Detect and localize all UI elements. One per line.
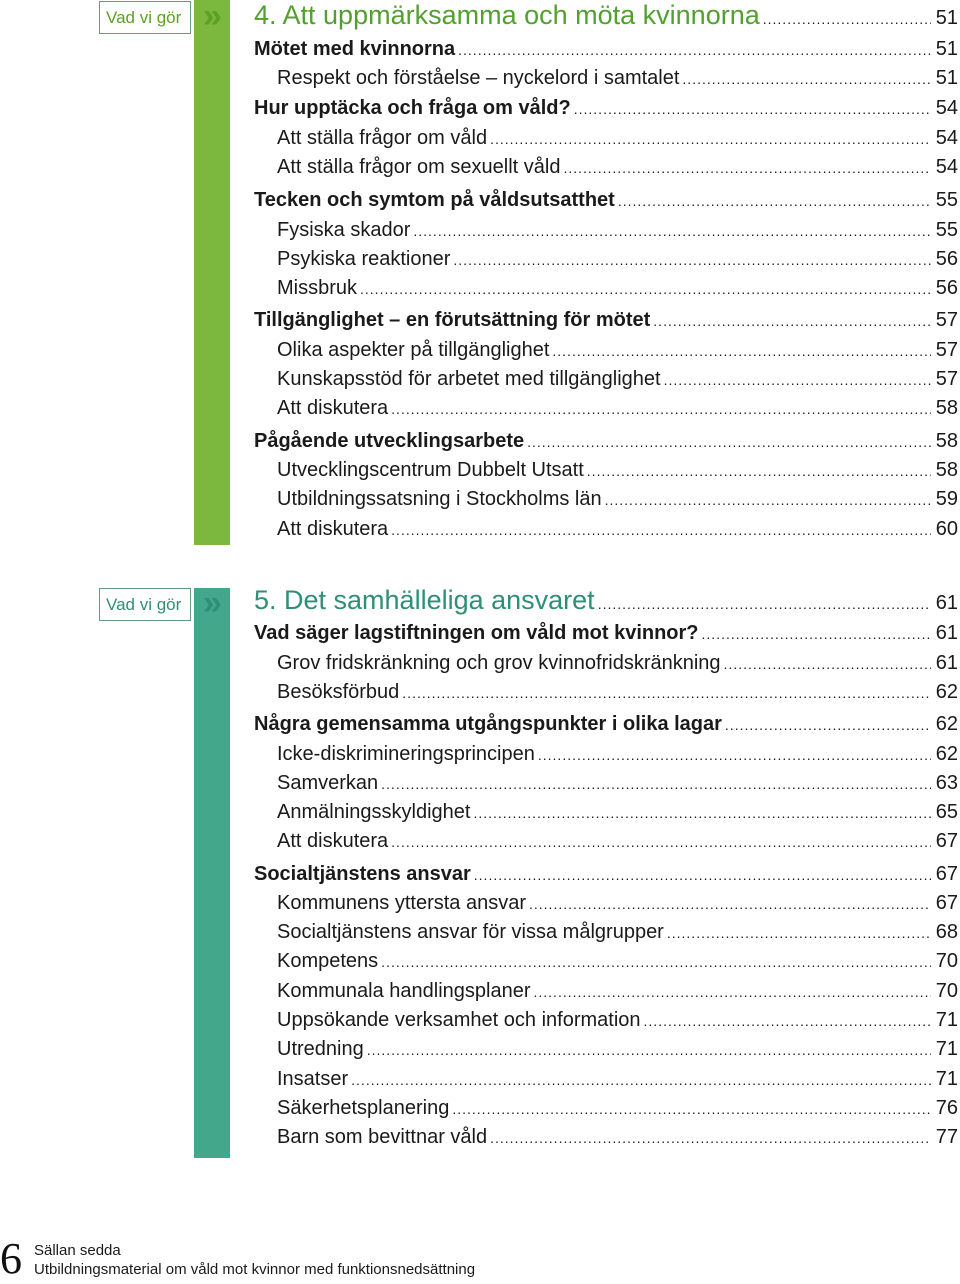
dot-leader xyxy=(529,896,931,912)
footer-title: Sällan sedda xyxy=(34,1242,121,1259)
toc-subsection-entry[interactable] xyxy=(254,277,958,307)
toc-entry-label: Några gemensamma utgångspunkter i olika lagar xyxy=(254,713,722,735)
toc-subsection-entry[interactable] xyxy=(254,801,958,831)
dot-leader xyxy=(458,42,931,58)
toc-page-number: 67 xyxy=(935,892,958,914)
toc-subsection-entry[interactable] xyxy=(254,892,958,922)
dot-leader xyxy=(391,401,931,417)
toc-page-number: 65 xyxy=(935,801,958,823)
dot-leader xyxy=(618,193,931,209)
vad-vi-gor-tab-chapter-4[interactable]: Vad vi gör xyxy=(99,1,191,34)
dot-leader xyxy=(724,656,931,672)
page-number: 6 xyxy=(0,1234,22,1283)
toc-subsection-entry[interactable] xyxy=(254,518,958,548)
toc-subsection-entry[interactable] xyxy=(254,488,958,518)
dot-leader xyxy=(453,252,931,268)
toc-subsection-entry[interactable] xyxy=(254,459,958,489)
toc-entry-label: Psykiska reaktioner xyxy=(277,248,451,270)
toc-entry-label: Missbruk xyxy=(277,277,358,299)
dot-leader xyxy=(367,1042,931,1058)
toc-entry-label: Kommunala handlingsplaner xyxy=(277,980,531,1002)
toc-chapter-heading[interactable] xyxy=(254,585,958,615)
toc-page-number: 51 xyxy=(935,7,958,29)
toc-subsection-entry[interactable] xyxy=(254,772,958,802)
toc-page-number: 70 xyxy=(935,950,958,972)
toc-page-number: 54 xyxy=(935,156,958,178)
toc-page-number: 58 xyxy=(935,459,958,481)
toc-subsection-entry[interactable] xyxy=(254,127,958,157)
toc-subsection-entry[interactable] xyxy=(254,921,958,951)
toc-entry-label: Att diskutera xyxy=(277,830,389,852)
toc-entry-label: Samverkan xyxy=(277,772,379,794)
toc-entry-label: Kommunens yttersta ansvar xyxy=(277,892,526,914)
toc-section-entry[interactable] xyxy=(254,713,958,743)
dot-leader xyxy=(391,522,931,538)
dot-leader xyxy=(351,1072,931,1088)
dot-leader xyxy=(644,1013,931,1029)
toc-page-number: 56 xyxy=(935,277,958,299)
dot-leader xyxy=(667,925,931,941)
toc-page-number: 63 xyxy=(935,772,958,794)
dot-leader xyxy=(527,434,931,450)
dot-leader xyxy=(490,1130,931,1146)
toc-entry-label: Grov fridskränkning och grov kvinnofridskränkning xyxy=(277,652,721,674)
toc-section-entry[interactable] xyxy=(254,97,958,127)
toc-page-number: 57 xyxy=(935,309,958,331)
dot-leader xyxy=(402,685,931,701)
dot-leader xyxy=(587,463,931,479)
toc-page-number: 62 xyxy=(935,743,958,765)
toc-page-number: 67 xyxy=(935,863,958,885)
dot-leader xyxy=(598,596,931,612)
toc-page-number: 56 xyxy=(935,248,958,270)
dot-leader xyxy=(391,834,931,850)
toc-section-entry[interactable] xyxy=(254,189,958,219)
toc-page-number: 61 xyxy=(935,622,958,644)
toc-page-number: 76 xyxy=(935,1097,958,1119)
toc-subsection-entry[interactable] xyxy=(254,1126,958,1156)
toc-entry-label: Icke-diskrimineringsprincipen xyxy=(277,743,535,765)
toc-entry-label: Utvecklingscentrum Dubbelt Utsatt xyxy=(277,459,584,481)
dot-leader xyxy=(413,223,931,239)
toc-subsection-entry[interactable] xyxy=(254,248,958,278)
toc-entry-label: Pågående utvecklingsarbete xyxy=(254,430,525,452)
toc-entry-label: Att diskutera xyxy=(277,397,389,419)
toc-subsection-entry[interactable] xyxy=(254,830,958,860)
dot-leader xyxy=(538,747,931,763)
toc-page-number: 62 xyxy=(935,713,958,735)
dot-leader xyxy=(474,867,931,883)
toc-page-number: 61 xyxy=(935,592,958,614)
dot-leader xyxy=(360,281,931,297)
toc-section-entry[interactable] xyxy=(254,430,958,460)
toc-section-entry[interactable] xyxy=(254,309,958,339)
dot-leader xyxy=(490,131,931,147)
toc-entry-label: Uppsökande verksamhet och information xyxy=(277,1009,641,1031)
toc-entry-label: Respekt och förståelse – nyckelord i samtalet xyxy=(277,67,680,89)
dot-leader xyxy=(653,313,931,329)
toc-subsection-entry[interactable] xyxy=(254,1009,958,1039)
toc-page-number: 57 xyxy=(935,339,958,361)
toc-entry-label: Att ställa frågor om sexuellt våld xyxy=(277,156,561,178)
toc-entry-label: Vad säger lagstiftningen om våld mot kvinnor? xyxy=(254,622,699,644)
toc-section-entry[interactable] xyxy=(254,38,958,68)
toc-subsection-entry[interactable] xyxy=(254,743,958,773)
toc-section-entry[interactable] xyxy=(254,622,958,652)
toc-subsection-entry[interactable] xyxy=(254,397,958,427)
toc-page-number: 58 xyxy=(935,397,958,419)
toc-subsection-entry[interactable] xyxy=(254,652,958,682)
toc-entry-label: Tecken och symtom på våldsutsatthet xyxy=(254,189,615,211)
toc-page-number: 71 xyxy=(935,1068,958,1090)
toc-chapter-heading[interactable] xyxy=(254,0,958,30)
toc-page-number: 67 xyxy=(935,830,958,852)
dot-leader xyxy=(473,805,931,821)
toc-entry-label: 5. Det samhälleliga ansvaret xyxy=(254,585,595,615)
toc-entry-label: Barn som bevittnar våld xyxy=(277,1126,488,1148)
vad-vi-gor-tab-chapter-5[interactable]: Vad vi gör xyxy=(99,588,191,621)
toc-page-number: 54 xyxy=(935,97,958,119)
dot-leader xyxy=(574,101,931,117)
toc-entry-label: Besöksförbud xyxy=(277,681,400,703)
toc-entry-label: 4. Att uppmärksamma och möta kvinnorna xyxy=(254,0,760,30)
toc-entry-label: Olika aspekter på tillgänglighet xyxy=(277,339,550,361)
toc-entry-label: Utredning xyxy=(277,1038,364,1060)
dot-leader xyxy=(605,492,931,508)
toc-page-number: 54 xyxy=(935,127,958,149)
dot-leader xyxy=(682,71,931,87)
toc-entry-label: Anmälningsskyldighet xyxy=(277,801,471,823)
toc-entry-label: Kompetens xyxy=(277,950,379,972)
toc-entry-label: Tillgänglighet – en förutsättning för mötet xyxy=(254,309,651,331)
dot-leader xyxy=(702,626,931,642)
toc-subsection-entry[interactable] xyxy=(254,339,958,369)
toc-subsection-entry[interactable] xyxy=(254,368,958,398)
toc-subsection-entry[interactable] xyxy=(254,1038,958,1068)
toc-subsection-entry[interactable] xyxy=(254,156,958,186)
dot-leader xyxy=(381,954,931,970)
dot-leader xyxy=(552,343,931,359)
toc-page-number: 71 xyxy=(935,1009,958,1031)
toc-page-number: 51 xyxy=(935,38,958,60)
toc-page-number: 68 xyxy=(935,921,958,943)
toc-entry-label: Hur upptäcka och fråga om våld? xyxy=(254,97,571,119)
toc-page-number: 62 xyxy=(935,681,958,703)
toc-entry-label: Säkerhetsplanering xyxy=(277,1097,450,1119)
toc-entry-label: Kunskapsstöd för arbetet med tillgänglighet xyxy=(277,368,661,390)
toc-page-number: 58 xyxy=(935,430,958,452)
toc-page-number: 59 xyxy=(935,488,958,510)
toc-subsection-entry[interactable] xyxy=(254,1097,958,1127)
dot-leader xyxy=(664,372,931,388)
toc-page-number: 55 xyxy=(935,189,958,211)
dot-leader xyxy=(563,160,931,176)
toc-entry-label: Insatser xyxy=(277,1068,349,1090)
toc-entry-label: Socialtjänstens ansvar för vissa målgrupper xyxy=(277,921,664,943)
dot-leader xyxy=(534,984,932,1000)
dot-leader xyxy=(763,11,931,27)
toc-entry-label: Mötet med kvinnorna xyxy=(254,38,456,60)
toc-subsection-entry[interactable] xyxy=(254,219,958,249)
toc-subsection-entry[interactable] xyxy=(254,950,958,980)
toc-page-number: 57 xyxy=(935,368,958,390)
chapter-5-color-bar xyxy=(194,584,230,1158)
toc-page-number: 70 xyxy=(935,980,958,1002)
double-chevron-right-icon: » xyxy=(203,0,222,35)
toc-entry-label: Socialtjänstens ansvar xyxy=(254,863,471,885)
dot-leader xyxy=(381,776,931,792)
toc-entry-label: Att ställa frågor om våld xyxy=(277,127,488,149)
toc-page-number: 51 xyxy=(935,67,958,89)
toc-subsection-entry[interactable] xyxy=(254,681,958,711)
toc-subsection-entry[interactable] xyxy=(254,67,958,97)
toc-page-number: 61 xyxy=(935,652,958,674)
toc-page-number: 55 xyxy=(935,219,958,241)
toc-section-entry[interactable] xyxy=(254,863,958,893)
toc-subsection-entry[interactable] xyxy=(254,980,958,1010)
dot-leader xyxy=(452,1101,931,1117)
toc-page-number: 71 xyxy=(935,1038,958,1060)
toc-entry-label: Utbildningssatsning i Stockholms län xyxy=(277,488,602,510)
footer-subtitle: Utbildningsmaterial om våld mot kvinnor med funktionsnedsättning xyxy=(34,1261,476,1278)
double-chevron-right-icon: » xyxy=(203,584,222,622)
dot-leader xyxy=(725,717,931,733)
toc-subsection-entry[interactable] xyxy=(254,1068,958,1098)
chapter-4-color-bar xyxy=(194,0,230,545)
toc-entry-label: Att diskutera xyxy=(277,518,389,540)
toc-page-number: 60 xyxy=(935,518,958,540)
toc-page-number: 77 xyxy=(935,1126,958,1148)
toc-entry-label: Fysiska skador xyxy=(277,219,411,241)
